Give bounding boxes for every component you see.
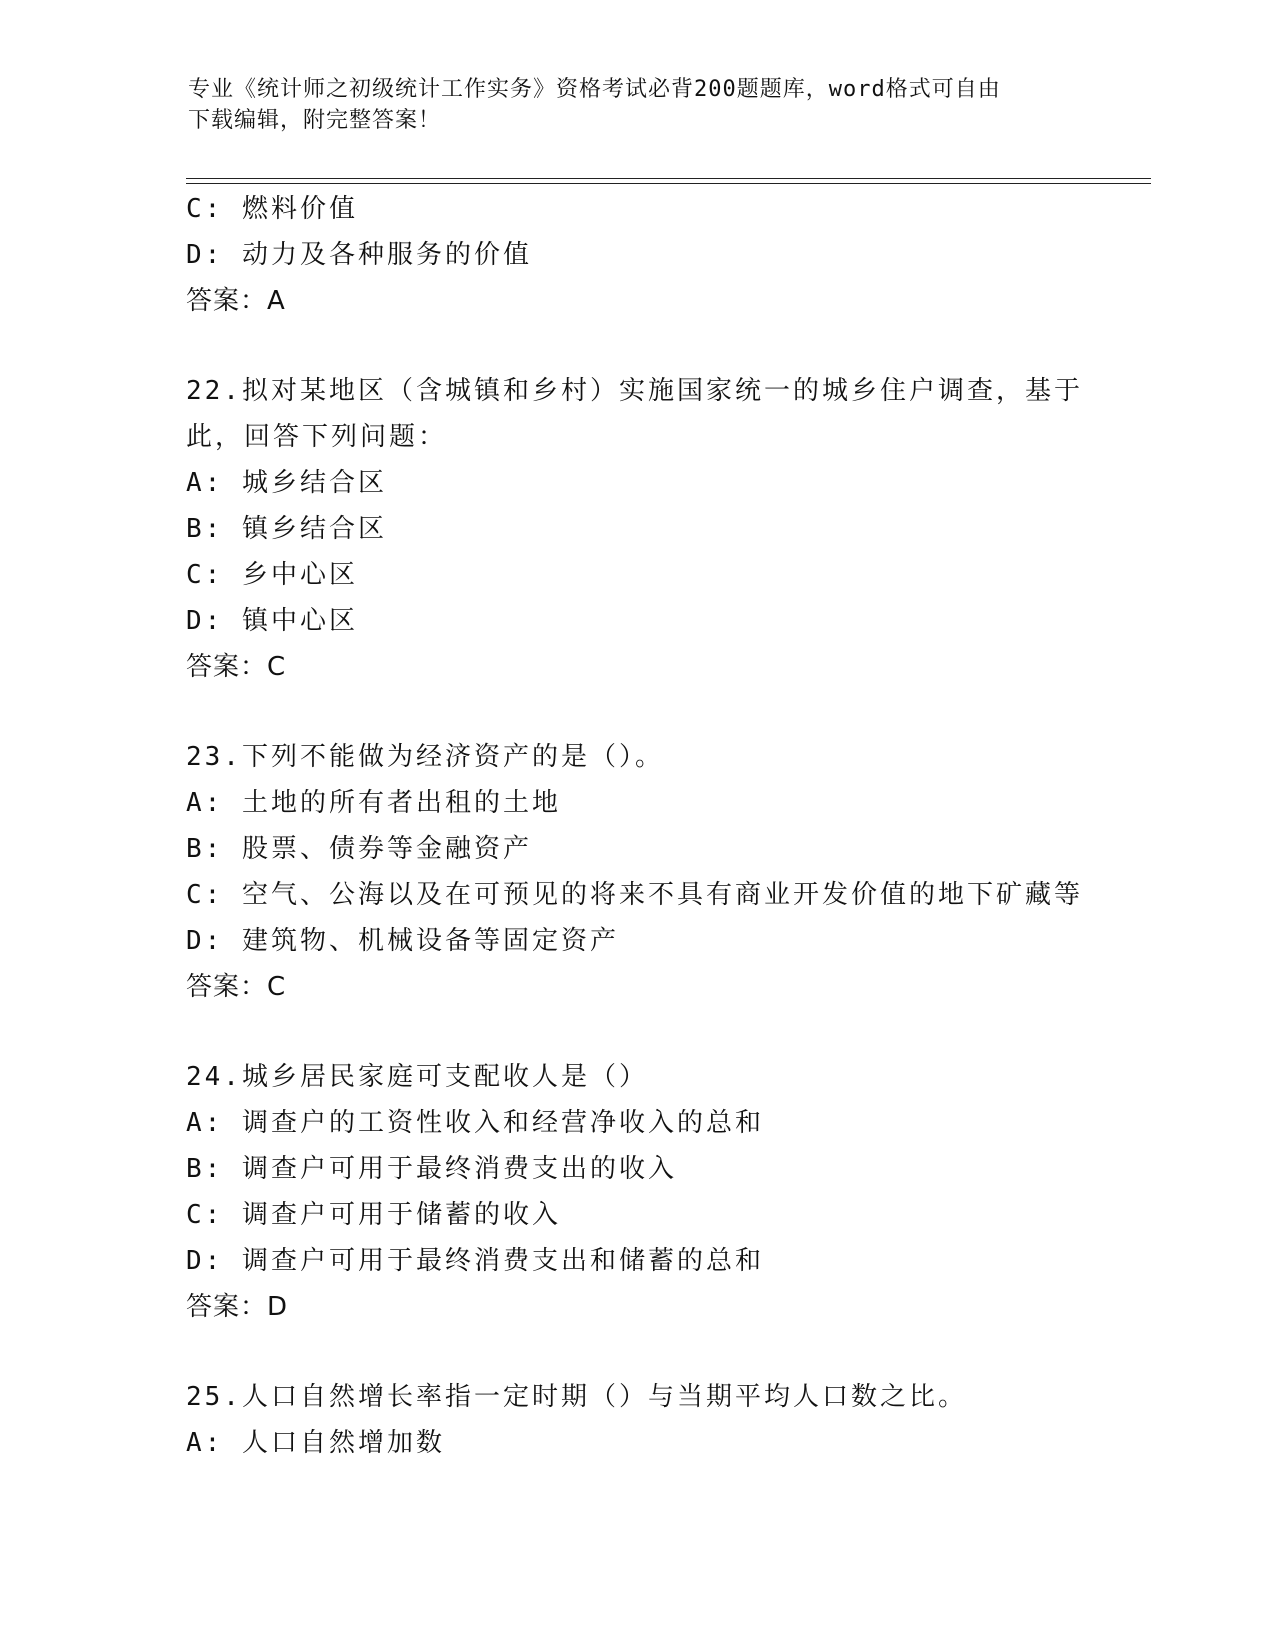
answer-line: 答案：A xyxy=(186,286,286,316)
option-a: A: 人口自然增加数 xyxy=(186,1428,445,1458)
option-b: B: 调查户可用于最终消费支出的收入 xyxy=(186,1154,677,1184)
header-line-2: 下载编辑，附完整答案！ xyxy=(188,108,442,133)
option-d: D: 动力及各种服务的价值 xyxy=(186,240,532,270)
header-rule-bottom xyxy=(186,183,1151,184)
option-c: C: 乡中心区 xyxy=(186,560,358,590)
option-a: A: 土地的所有者出租的土地 xyxy=(186,788,561,818)
question-text: 23.下列不能做为经济资产的是（）。 xyxy=(186,742,664,772)
question-24 xyxy=(186,1054,1086,1330)
option-a: A: 城乡结合区 xyxy=(186,468,387,498)
option-b: B: 镇乡结合区 xyxy=(186,514,387,544)
question-22 xyxy=(186,368,1086,690)
option-c: C: 调查户可用于储蓄的收入 xyxy=(186,1200,561,1230)
question-content xyxy=(186,186,1086,1466)
answer-line: 答案：D xyxy=(186,1292,289,1322)
spacer xyxy=(186,1330,1086,1374)
option-b: B: 股票、债券等金融资产 xyxy=(186,834,532,864)
header-rule-top xyxy=(186,178,1151,179)
question-text: 24.城乡居民家庭可支配收人是（） xyxy=(186,1062,648,1092)
question-text: 25.人口自然增长率指一定时期（）与当期平均人口数之比。 xyxy=(186,1382,967,1412)
spacer xyxy=(186,324,1086,368)
option-c: C: 燃料价值 xyxy=(186,194,358,224)
option-d: D: 调查户可用于最终消费支出和储蓄的总和 xyxy=(186,1246,764,1276)
question-text-continued: 此，回答下列问题： xyxy=(186,422,448,452)
question-25 xyxy=(186,1374,1086,1466)
document-header xyxy=(188,74,1068,136)
option-c: C: 空气、公海以及在可预见的将来不具有商业开发价值的地下矿藏等 xyxy=(186,880,1083,910)
option-a: A: 调查户的工资性收入和经营净收入的总和 xyxy=(186,1108,764,1138)
option-d: D: 镇中心区 xyxy=(186,606,358,636)
header-line-1: 专业《统计师之初级统计工作实务》资格考试必背200题题库，word格式可自由 xyxy=(188,77,1001,102)
option-d: D: 建筑物、机械设备等固定资产 xyxy=(186,926,619,956)
spacer xyxy=(186,690,1086,734)
spacer xyxy=(186,1010,1086,1054)
question-23 xyxy=(186,734,1086,1010)
answer-line: 答案：C xyxy=(186,652,287,682)
answer-line: 答案：C xyxy=(186,972,287,1002)
question-text: 22.拟对某地区（含城镇和乡村）实施国家统一的城乡住户调查，基于 xyxy=(186,376,1083,406)
